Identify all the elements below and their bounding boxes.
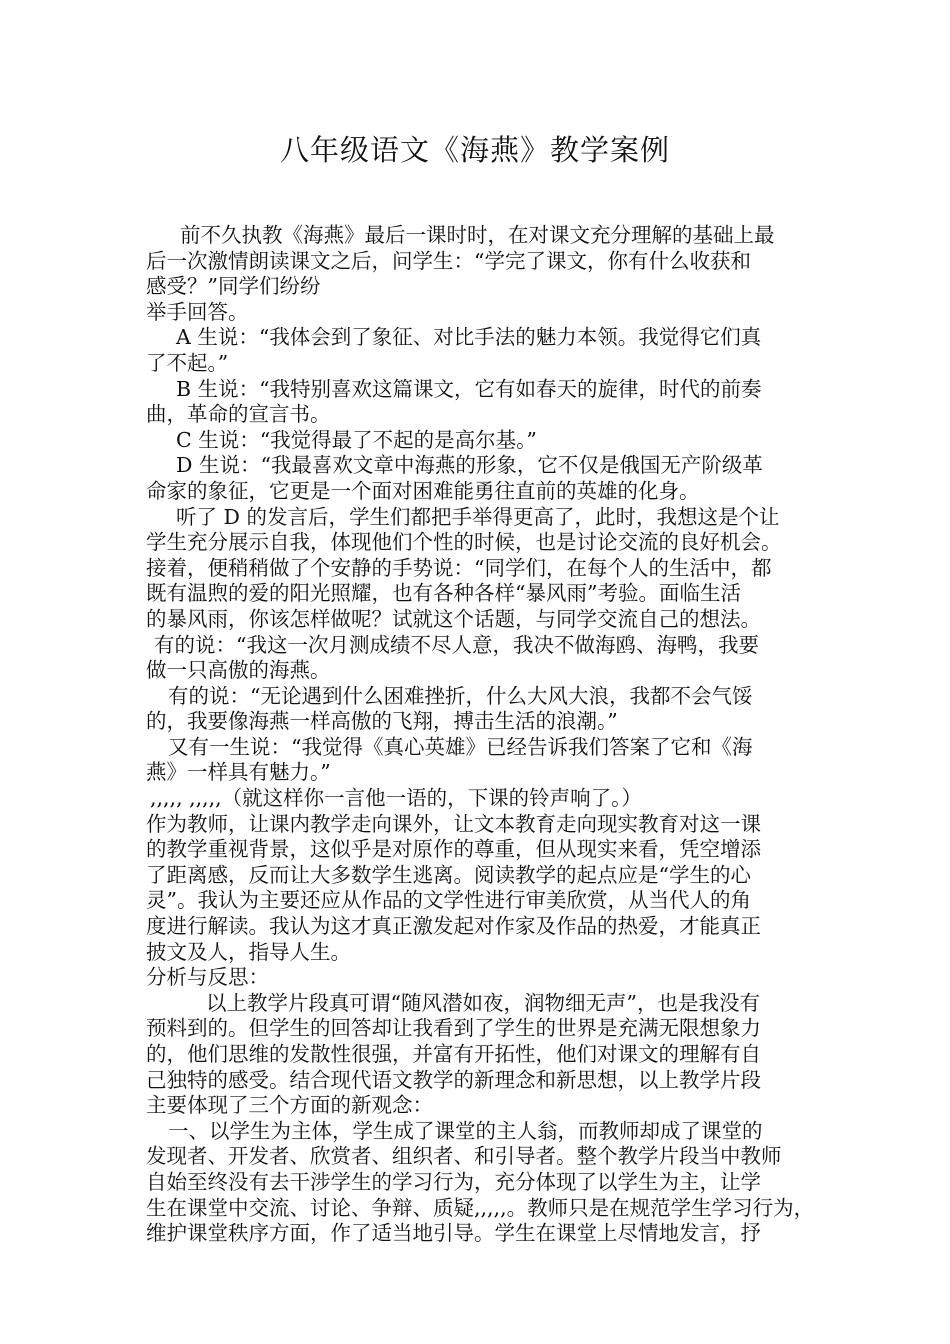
text-line: 后一次激情朗读课文之后，问学生：“学完了课文，你有什么收获和 xyxy=(146,248,751,273)
text-line: 披文及人，指导人生。 xyxy=(146,939,351,964)
text-line: 主要体现了三个方面的新观念： xyxy=(146,1093,433,1118)
text-line: 命家的象征，它更是一个面对困难能勇往直前的英雄的化身。 xyxy=(146,478,700,503)
text-line: 了不起。” xyxy=(146,350,229,375)
text-line: 作为教师，让课内教学走向课外，让文本教育走向现实教育对这一课 xyxy=(146,811,761,836)
text-line: 灵”。我认为主要还应从作品的文学性进行审美欣赏，从当代人的角 xyxy=(146,888,751,913)
text-line: 学生充分展示自我，体现他们个性的时候，也是讨论交流的良好机会。 xyxy=(146,530,782,555)
text-line: 以上教学片段真可谓“随风潜如夜，润物细无声”，也是我没有 xyxy=(206,990,760,1015)
text-line: C 生说：“我觉得最了不起的是高尔基。” xyxy=(176,427,537,452)
text-line: 接着，便稍稍做了个安静的手势说：“同学们，在每个人的生活中，都 xyxy=(146,555,772,580)
section-heading: 分析与反思： xyxy=(146,965,269,990)
text-line: 生在课堂中交流、讨论、争辩、质疑,,,,,。教师只是在规范学生学习行为， xyxy=(146,1195,815,1220)
text-line: 的，我要像海燕一样高傲的飞翔，搏击生活的浪潮。” xyxy=(146,709,618,734)
text-line: 感受？”同学们纷纷 xyxy=(146,274,321,299)
text-line: 前不久执教《海燕》最后一课时时，在对课文充分理解的基础上最 xyxy=(180,223,775,247)
text-line: 一、以学生为主体，学生成了课堂的主人翁，而教师却成了课堂的 xyxy=(168,1118,763,1143)
text-line: 发现者、开发者、欣赏者、组织者、和引导者。整个教学片段当中教师 xyxy=(146,1144,782,1169)
text-line: 度进行解读。我认为这才真正激发起对作家及作品的热爱，才能真正 xyxy=(146,914,761,939)
text-line: 了距离感，反而让大多数学生逃离。阅读教学的起点应是“学生的心 xyxy=(146,862,751,887)
text-line: 有的说：“无论遇到什么困难挫折，什么大风大浪，我都不会气馁 xyxy=(168,683,753,708)
text-line: 听了 D 的发言后，学生们都把手举得更高了，此时，我想这是个让 xyxy=(176,504,780,529)
text-line: 又有一生说：“我觉得《真心英雄》已经告诉我们答案了它和《海 xyxy=(168,734,753,759)
text-line: 做一只高傲的海燕。 xyxy=(146,658,331,683)
text-line: D 生说：“我最喜欢文章中海燕的形象，它不仅是俄国无产阶级革 xyxy=(176,453,763,478)
text-line: ,,,,, ,,,,,（就这样你一言他一语的，下课的铃声响了。） xyxy=(150,786,642,811)
text-line: 既有温煦的爱的阳光照耀，也有各种各样“暴风雨”考验。面临生活 xyxy=(146,581,741,606)
text-line: 的，他们思维的发散性很强，并富有开拓性，他们对课文的理解有自 xyxy=(146,1042,761,1066)
text-line: 曲，革命的宣言书。 xyxy=(146,402,331,427)
text-line: 预料到的。但学生的回答却让我看到了学生的世界是充满无限想象力 xyxy=(146,1016,761,1041)
text-line: 举手回答。 xyxy=(146,299,249,324)
text-line: B 生说：“我特别喜欢这篇课文，它有如春天的旋律，时代的前奏 xyxy=(176,376,762,401)
text-line: 的暴风雨，你该怎样做呢？试就这个话题，与同学交流自己的想法。 xyxy=(146,606,761,631)
text-line: A 生说：“我体会到了象征、对比手法的魅力本领。我觉得它们真 xyxy=(176,325,762,350)
text-line: 己独特的感受。结合现代语文教学的新理念和新思想，以上教学片段 xyxy=(146,1067,761,1092)
document-body xyxy=(146,223,818,1247)
text-line: 有的说：“我这一次月测成绩不尽人意，我决不做海鸥、海鸭，我要 xyxy=(154,632,759,657)
text-line: 燕》一样具有魅力。” xyxy=(146,760,331,785)
document-title: 八年级语文《海燕》教学案例 xyxy=(279,133,670,167)
text-line: 自始至终没有去干涉学生的学习行为，充分体现了以学生为主，让学 xyxy=(146,1169,761,1194)
text-line: 维护课堂秩序方面，作了适当地引导。学生在课堂上尽情地发言，抒 xyxy=(146,1221,761,1246)
text-line: 的教学重视背景，这似乎是对原作的尊重，但从现实来看，凭空增添 xyxy=(146,837,761,862)
